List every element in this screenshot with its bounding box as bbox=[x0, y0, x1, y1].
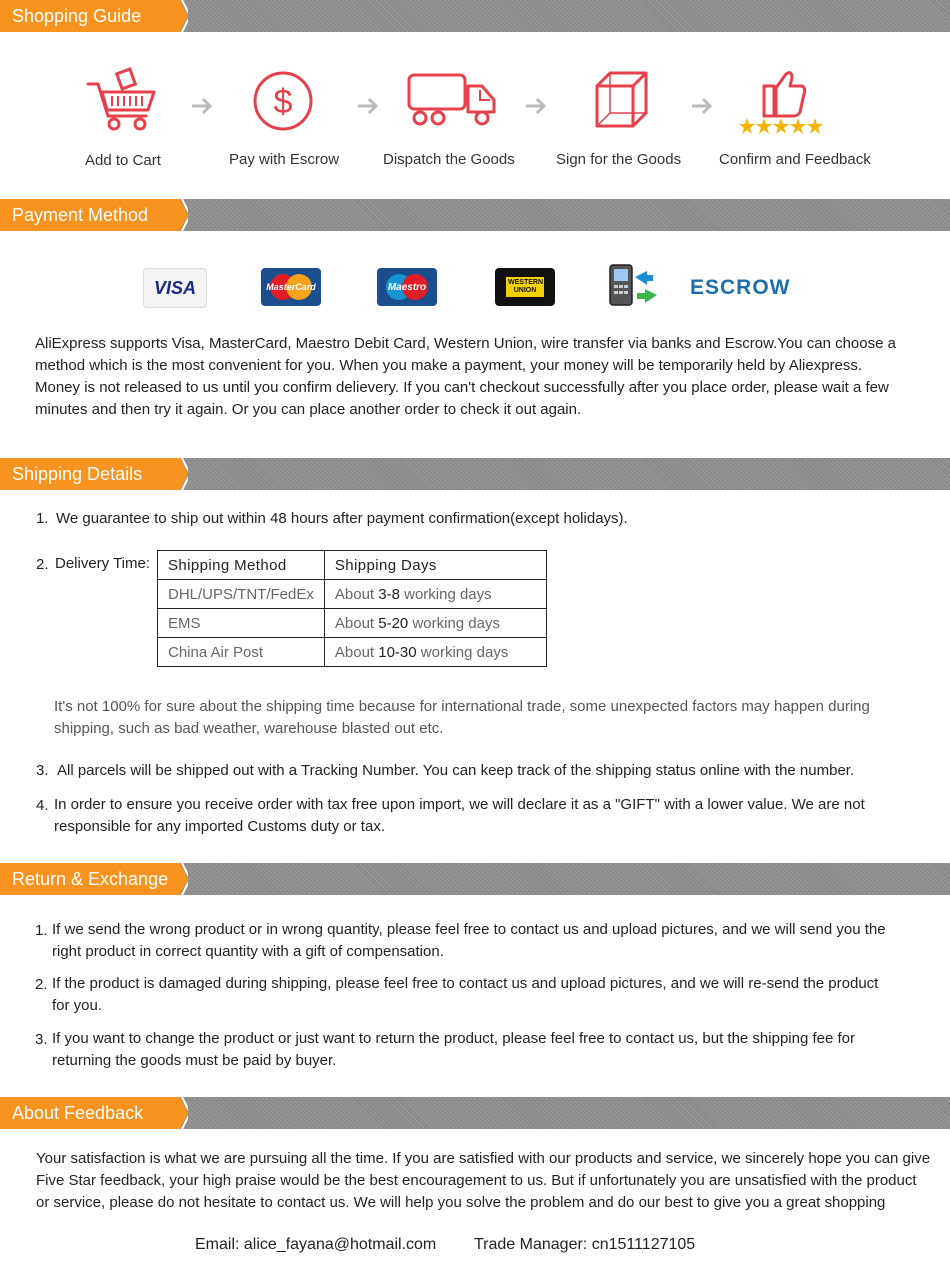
mastercard-logo bbox=[261, 268, 321, 306]
arrow-right-icon bbox=[690, 96, 714, 116]
section-bar-return-exchange bbox=[0, 863, 950, 895]
table-header-cell: Shipping Method bbox=[158, 551, 325, 580]
escrow-logo: ESCROW bbox=[690, 276, 791, 299]
section-title: Shipping Details bbox=[12, 464, 143, 484]
table-cell-days bbox=[324, 609, 546, 638]
shipping-note bbox=[54, 696, 870, 740]
contact-email: Email: alice_fayana@hotmail.com bbox=[195, 1236, 437, 1253]
step-label-dispatch: Dispatch the Goods bbox=[383, 151, 515, 168]
item4-line: In order to ensure you receive order with tax free upon import, we will declare it as a "GIFT" with a lower value. We are not bbox=[54, 796, 865, 813]
return-line: for you. bbox=[52, 997, 103, 1014]
section-bar-shipping-details bbox=[0, 458, 950, 490]
thumbs-up-stars-icon bbox=[738, 68, 828, 136]
contact-trade-manager: Trade Manager: cn1511127105 bbox=[474, 1236, 696, 1253]
step-label-confirm: Confirm and Feedback bbox=[719, 151, 871, 168]
shipping-table bbox=[157, 550, 547, 667]
shipping-item-1: We guarantee to ship out within 48 hours after payment confirmation(except holidays). bbox=[56, 510, 628, 527]
section-bar-payment-method bbox=[0, 199, 950, 231]
section-title: Payment Method bbox=[12, 205, 149, 225]
return-line: If we send the wrong product or in wrong quantity, please feel free to contact us and upload pictures, and we will send you the bbox=[52, 921, 886, 938]
arrow-right-icon bbox=[190, 96, 214, 116]
days-value: 5-20 bbox=[378, 614, 409, 632]
return-item-1 bbox=[52, 919, 886, 963]
table-cell-method: China Air Post bbox=[158, 638, 325, 667]
cart-icon bbox=[86, 66, 158, 132]
payment-line: minutes and then try it again. Or you can place another order to check it out again. bbox=[35, 401, 582, 418]
days-value: 3-8 bbox=[378, 585, 400, 603]
table-row bbox=[158, 609, 547, 638]
table-cell-method: DHL/UPS/TNT/FedEx bbox=[158, 580, 325, 609]
return-line: right product in correct quantity with a gift of compensation. bbox=[52, 943, 444, 960]
step-label-pay-with-escrow: Pay with Escrow bbox=[229, 151, 340, 168]
dollar-coin-icon bbox=[252, 70, 314, 132]
list-number: 1. bbox=[36, 510, 49, 527]
table-cell-method: EMS bbox=[158, 609, 325, 638]
section-title: Shopping Guide bbox=[12, 6, 142, 26]
table-cell-days bbox=[324, 638, 546, 667]
arrow-right-icon bbox=[524, 96, 548, 116]
return-item-3 bbox=[52, 1028, 855, 1072]
box-icon bbox=[594, 70, 650, 130]
mobile-payment-icon bbox=[607, 263, 659, 309]
list-number: 1. bbox=[35, 922, 48, 939]
table-cell-days bbox=[324, 580, 546, 609]
section-tab bbox=[0, 458, 188, 490]
days-value: 10-30 bbox=[378, 643, 417, 661]
note-line: shipping, such as bad weather, warehouse blasted out etc. bbox=[54, 720, 444, 737]
delivery-time-label: Delivery Time: bbox=[55, 555, 151, 572]
list-number: 3. bbox=[35, 1031, 48, 1048]
section-tab bbox=[0, 1097, 188, 1129]
item4-line: responsible for any imported Customs duty or tax. bbox=[54, 818, 385, 835]
table-row bbox=[158, 580, 547, 609]
feedback-line: or service, please do not hesitate to contact us. We will help you solve the problem and do our best to give you a great shopping bbox=[36, 1194, 886, 1211]
days-suffix: working days bbox=[408, 614, 500, 632]
truck-icon bbox=[406, 72, 498, 128]
days-suffix: working days bbox=[416, 643, 509, 661]
visa-logo: VISA bbox=[143, 268, 207, 308]
shipping-item-3: All parcels will be shipped out with a Tracking Number. You can keep track of the shipping status online with the number. bbox=[57, 762, 855, 779]
return-line: If the product is damaged during shipping, please feel free to contact us and upload pictures, and we will re-send the product bbox=[52, 975, 879, 992]
arrow-right-icon bbox=[356, 96, 380, 116]
table-header-cell: Shipping Days bbox=[324, 551, 546, 580]
section-tab bbox=[0, 863, 188, 895]
return-item-2 bbox=[52, 973, 878, 1017]
western-union-logo bbox=[495, 268, 555, 306]
svg-text:$: $ bbox=[273, 83, 293, 121]
feedback-line: Five Star feedback, your high praise would be the best encouragement to us. But if unfortunately you are unsatisfied with the product bbox=[36, 1172, 917, 1189]
section-title: About Feedback bbox=[12, 1103, 144, 1123]
list-number: 3. bbox=[36, 762, 49, 779]
days-suffix: working days bbox=[399, 585, 492, 603]
payment-line: Money is not released to us until you confirm delievery. If you can't checkout successfully after you place order, please wait a few bbox=[35, 379, 889, 396]
payment-description bbox=[35, 333, 896, 421]
mastercard-logo-text: MasterCard bbox=[266, 282, 316, 292]
return-line: returning the goods must be paid by buyer. bbox=[52, 1052, 337, 1069]
table-header-row bbox=[158, 551, 547, 580]
step-label-add-to-cart: Add to Cart bbox=[85, 152, 161, 169]
section-tab bbox=[0, 0, 188, 32]
days-prefix: About bbox=[334, 643, 379, 661]
maestro-logo-text: Maestro bbox=[387, 281, 427, 293]
note-line: It's not 100% for sure about the shipping time because for international trade, some unexpected factors may happen during bbox=[54, 698, 870, 715]
days-prefix: About bbox=[334, 585, 379, 603]
payment-line: AliExpress supports Visa, MasterCard, Maestro Debit Card, Western Union, wire transfer via banks and Escrow.You can choose a bbox=[35, 335, 896, 352]
list-number: 2. bbox=[36, 556, 49, 573]
feedback-line: Your satisfaction is what we are pursuing all the time. If you are satisfied with our products and service, we sincerely hope you can give bbox=[36, 1150, 931, 1167]
section-tab bbox=[0, 199, 188, 231]
section-bar-about-feedback bbox=[0, 1097, 950, 1129]
return-line: If you want to change the product or just want to return the product, please feel free to contact us, but the shipping fee for bbox=[52, 1030, 855, 1047]
maestro-logo bbox=[377, 268, 437, 306]
section-bar-shopping-guide bbox=[0, 0, 950, 32]
list-number: 2. bbox=[35, 976, 48, 993]
days-prefix: About bbox=[334, 614, 379, 632]
section-title: Return & Exchange bbox=[12, 869, 169, 889]
feedback-text bbox=[36, 1148, 930, 1214]
payment-line: method which is the most convenient for you. When you make a payment, your money will be temporarily held by Aliexpress. bbox=[35, 357, 863, 374]
table-row bbox=[158, 638, 547, 667]
shipping-item-4 bbox=[54, 794, 865, 838]
western-union-logo-text: WESTERN UNION bbox=[506, 277, 544, 297]
step-label-sign: Sign for the Goods bbox=[556, 151, 682, 168]
list-number: 4. bbox=[36, 797, 49, 814]
